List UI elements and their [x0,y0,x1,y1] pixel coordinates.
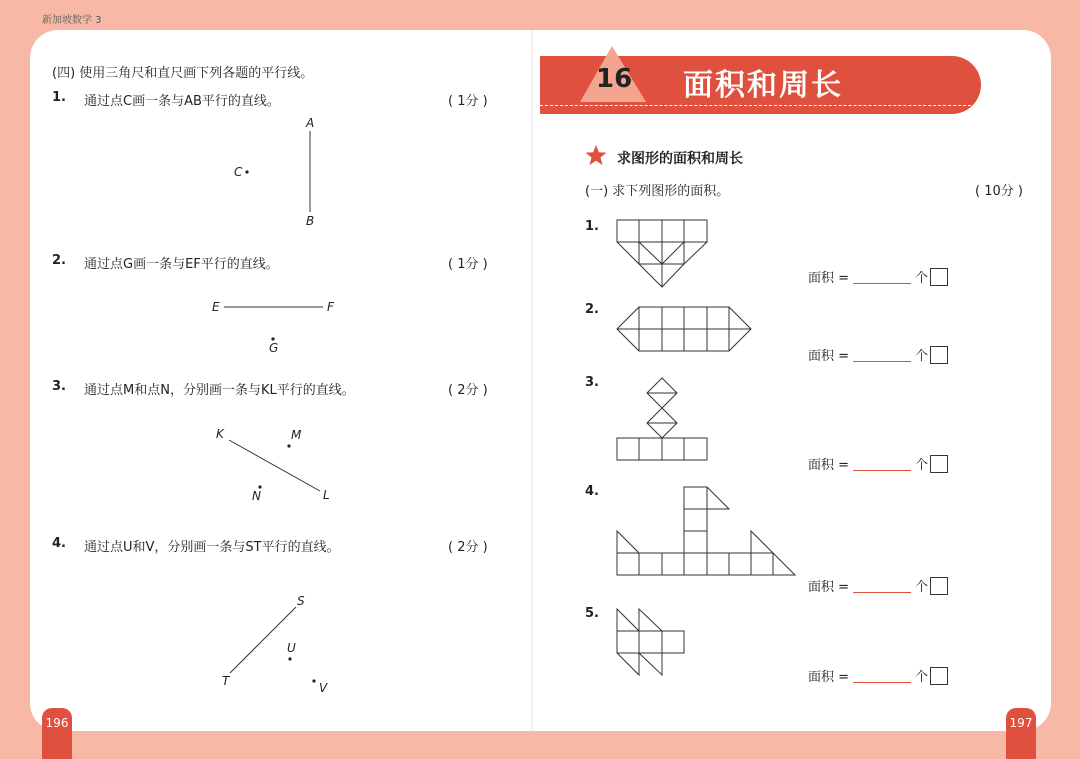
section-title: (四) 使用三角尺和直尺画下列各题的平行线。 [52,66,314,81]
page-number-right: 197 [1006,708,1036,759]
label-b: B [306,214,315,228]
label-l: L [323,488,330,502]
label-v: V [319,681,328,695]
item-4-number: 4. [585,484,599,499]
q3-number: 3. [52,379,66,394]
q4-points: ( 2分 ) [448,540,488,555]
shape-5 [617,609,684,675]
lesson-number: 16 [596,64,633,94]
unit-label: 个 [915,670,929,685]
item-3-number: 3. [585,375,599,390]
unit-label: 个 [915,349,929,364]
label-a: A [306,116,315,130]
area-label: 面积 = [808,580,850,595]
unit-label: 个 [915,458,929,473]
area-label: 面积 = [808,349,850,364]
label-n: N [252,489,261,503]
label-g: G [269,341,279,355]
q1-points: ( 1分 ) [448,94,488,109]
subsection-title: (一) 求下列图形的面积。 [585,184,730,199]
subsection-points: ( 10分 ) [975,184,1023,199]
q4-text: 通过点U和V，分别画一条与ST平行的直线。 [84,540,340,555]
label-t: T [222,674,230,688]
q3-points: ( 2分 ) [448,383,488,398]
area-label: 面积 = [808,458,850,473]
label-s: S [297,594,305,608]
page-number-left: 196 [42,708,72,759]
label-u: U [287,641,296,655]
q2-points: ( 1分 ) [448,257,488,272]
label-e: E [212,300,220,314]
lesson-title: 面积和周长 [683,68,843,103]
series-label: 新加坡数学 3 [42,15,102,26]
shape-2 [617,307,751,351]
q4-number: 4. [52,536,66,551]
item-5-number: 5. [585,606,599,621]
q1-number: 1. [52,90,66,105]
label-k: K [216,427,224,441]
q2-number: 2. [52,253,66,268]
item-1-number: 1. [585,219,599,234]
shape-4 [617,487,795,575]
unit-label: 个 [915,580,929,595]
shape-3 [617,378,707,460]
item-2-number: 2. [585,302,599,317]
q3-text: 通过点M和点N，分别画一条与KL平行的直线。 [84,383,355,398]
label-m: M [291,428,302,442]
q2-text: 通过点G画一条与EF平行的直线。 [84,257,279,272]
area-label: 面积 = [808,271,850,286]
label-c: C [234,165,243,179]
q1-text: 通过点C画一条与AB平行的直线。 [84,94,280,109]
area-label: 面积 = [808,670,850,685]
shape-1 [617,220,707,287]
section-heading: 求图形的面积和周长 [617,151,743,167]
label-f: F [327,300,334,314]
unit-label: 个 [915,271,929,286]
